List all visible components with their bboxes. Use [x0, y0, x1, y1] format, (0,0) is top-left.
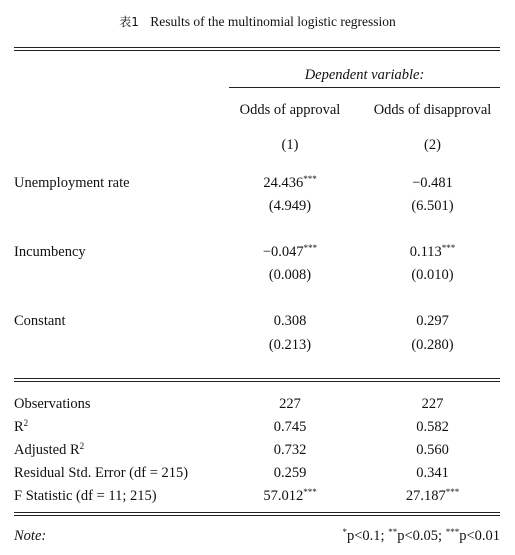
coef-constant-2: 0.297 — [416, 313, 449, 329]
column-1-number: (1) — [281, 137, 299, 153]
column-1-title: Odds of approval — [239, 102, 341, 118]
stat-f-statistic-1: 57.012*** — [263, 487, 317, 504]
se-constant-2: (0.280) — [411, 337, 454, 353]
caption-label: 表1 — [119, 15, 139, 29]
se-unemployment-1: (4.949) — [268, 198, 312, 214]
stat-label-r2: $R^2$ — [14, 418, 29, 435]
stat-residual-std-error-2: 0.341 — [416, 465, 449, 481]
dependent-variable-rule — [229, 87, 500, 88]
stat-observations-2: 227 — [421, 396, 444, 412]
se-incumbency-1: (0.008) — [268, 267, 312, 283]
top-double-rule — [14, 47, 500, 48]
se-constant-1: (0.213) — [268, 337, 312, 353]
column-2-title: Odds of disapproval — [373, 102, 492, 118]
stat-label-adjusted-r2: Adjusted $R^2$ — [14, 441, 85, 458]
coef-constant-1: 0.308 — [273, 313, 307, 329]
dependent-variable-header: Dependent variable: — [304, 67, 425, 83]
stat-label-residual-std-error: Residual Std. Error (df = 215) — [14, 465, 189, 481]
table-caption — [0, 13, 515, 30]
se-unemployment-2: (6.501) — [411, 198, 454, 214]
row-label-constant: Constant — [14, 313, 66, 329]
stat-f-statistic-2: 27.187*** — [405, 487, 460, 504]
stat-adjusted-r2-2: 0.560 — [416, 442, 449, 458]
stat-r2-2: 0.582 — [416, 419, 449, 435]
row-label-incumbency: Incumbency — [14, 244, 86, 260]
row-label-unemployment: Unemployment rate — [14, 175, 130, 191]
stat-adjusted-r2-1: 0.732 — [273, 442, 307, 458]
coef-incumbency-2: 0.113*** — [409, 243, 456, 260]
bottom-double-rule — [14, 512, 500, 513]
note-label: Note: — [14, 528, 47, 544]
stat-label-f-statistic: F Statistic (df = 11; 215) — [14, 488, 157, 504]
significance-note: *p<0.1; **p<0.05; ***p<0.01 — [342, 527, 500, 544]
stat-observations-1: 227 — [279, 396, 301, 412]
coef-incumbency-1: −0.047*** — [262, 243, 318, 260]
stat-residual-std-error-1: 0.259 — [273, 465, 307, 481]
se-incumbency-2: (0.010) — [411, 267, 454, 283]
middle-double-rule — [14, 378, 500, 379]
column-2-number: (2) — [424, 137, 441, 153]
stat-label-observations: Observations — [14, 396, 91, 412]
caption-text: Results of the multinomial logistic regression — [150, 14, 396, 29]
coef-unemployment-2: −0.481 — [412, 175, 453, 191]
coef-unemployment-1: 24.436*** — [263, 174, 317, 191]
stat-r2-1: 0.745 — [273, 419, 307, 435]
